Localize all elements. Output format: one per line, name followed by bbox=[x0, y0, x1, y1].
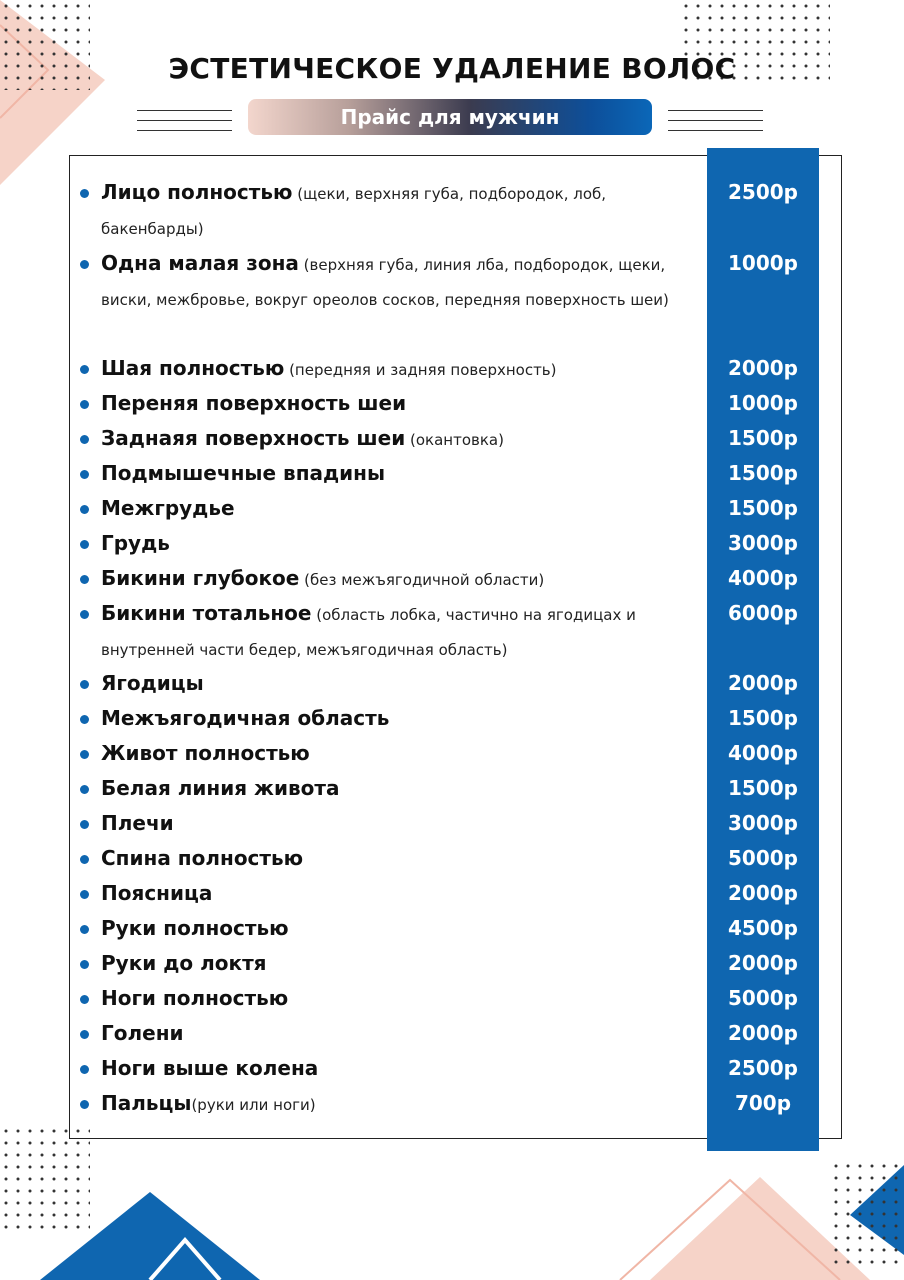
item-name: Подмышечные впадины bbox=[101, 461, 386, 485]
item-price: 3000р bbox=[728, 531, 798, 555]
item-price: 2500р bbox=[728, 180, 798, 204]
item-name: Одна малая зона bbox=[101, 251, 299, 275]
item-price: 1500р bbox=[728, 706, 798, 730]
bottom-left-dot-pattern bbox=[0, 1125, 90, 1235]
item-note: (щеки, верхняя губа, подбородок, лоб, бакенбарды) bbox=[101, 185, 607, 238]
subtitle-banner: Прайс для мужчин bbox=[248, 99, 652, 135]
bullet-icon bbox=[80, 470, 89, 479]
bullet-icon bbox=[80, 189, 89, 198]
item-note: (окантовка) bbox=[405, 431, 504, 449]
item-price: 700р bbox=[734, 1091, 792, 1115]
item-name: Голени bbox=[101, 1021, 184, 1045]
item-note: (передняя и задняя поверхность) bbox=[284, 361, 557, 379]
item-price: 1500р bbox=[728, 776, 798, 800]
item-price: 1500р bbox=[728, 461, 798, 485]
bullet-icon bbox=[80, 890, 89, 899]
item-name: Ягодицы bbox=[101, 671, 204, 695]
item-name: Заднаяя поверхность шеи bbox=[101, 426, 406, 450]
item-name: Ноги выше колена bbox=[101, 1056, 319, 1080]
bullet-icon bbox=[80, 400, 89, 409]
item-name: Переняя поверхность шеи bbox=[101, 391, 407, 415]
bullet-icon bbox=[80, 365, 89, 374]
bullet-icon bbox=[80, 540, 89, 549]
page-title: ЭСТЕТИЧЕСКОЕ УДАЛЕНИЕ ВОЛОС bbox=[168, 52, 736, 85]
bullet-icon bbox=[80, 750, 89, 759]
item-price: 2000р bbox=[728, 951, 798, 975]
left-rule-2 bbox=[137, 120, 232, 121]
bottom-right-dot-pattern bbox=[830, 1160, 904, 1270]
item-name: Межъягодичная область bbox=[101, 706, 390, 730]
bullet-icon bbox=[80, 785, 89, 794]
item-price: 2000р bbox=[728, 356, 798, 380]
bullet-icon bbox=[80, 820, 89, 829]
item-name: Ноги полностью bbox=[101, 986, 289, 1010]
item-name: Межгрудье bbox=[101, 496, 235, 520]
item-name: Белая линия живота bbox=[101, 776, 340, 800]
right-rule-3 bbox=[668, 130, 763, 131]
item-price: 5000р bbox=[728, 846, 798, 870]
item-price: 4500р bbox=[728, 916, 798, 940]
item-price: 2000р bbox=[728, 1021, 798, 1045]
left-rule-3 bbox=[137, 130, 232, 131]
bullet-icon bbox=[80, 715, 89, 724]
item-name: Лицо полностью bbox=[101, 180, 293, 204]
bullet-icon bbox=[80, 505, 89, 514]
bullet-icon bbox=[80, 960, 89, 969]
bullet-icon bbox=[80, 1100, 89, 1109]
item-name: Шая полностью bbox=[101, 356, 285, 380]
item-name: Пальцы bbox=[101, 1091, 192, 1115]
item-price: 1000р bbox=[728, 391, 798, 415]
bullet-icon bbox=[80, 680, 89, 689]
item-price: 2000р bbox=[728, 671, 798, 695]
item-price: 4000р bbox=[728, 741, 798, 765]
item-price: 5000р bbox=[728, 986, 798, 1010]
item-name: Руки до локтя bbox=[101, 951, 267, 975]
item-price: 6000р bbox=[728, 601, 798, 625]
item-name: Живот полностью bbox=[101, 741, 310, 765]
item-price: 1000р bbox=[728, 251, 798, 275]
item-name: Плечи bbox=[101, 811, 174, 835]
bullet-icon bbox=[80, 1030, 89, 1039]
item-name: Бикини глубокое bbox=[101, 566, 300, 590]
item-note: (руки или ноги) bbox=[191, 1096, 316, 1114]
bullet-icon bbox=[80, 855, 89, 864]
bullet-icon bbox=[80, 1065, 89, 1074]
item-price: 3000р bbox=[728, 811, 798, 835]
right-rule-1 bbox=[668, 110, 763, 111]
item-price: 2500р bbox=[728, 1056, 798, 1080]
item-name: Руки полностью bbox=[101, 916, 289, 940]
item-price: 1500р bbox=[728, 496, 798, 520]
bullet-icon bbox=[80, 260, 89, 269]
item-name: Грудь bbox=[101, 531, 170, 555]
item-note: (без межъягодичной области) bbox=[299, 571, 545, 589]
bullet-icon bbox=[80, 995, 89, 1004]
item-note: (верхняя губа, линия лба, подбородок, щеки, виски, межбровье, вокруг ореолов сосков, передняя поверхность шеи) bbox=[101, 256, 669, 309]
bullet-icon bbox=[80, 925, 89, 934]
item-price: 1500р bbox=[728, 426, 798, 450]
left-rule-1 bbox=[137, 110, 232, 111]
right-rule-2 bbox=[668, 120, 763, 121]
item-name: Бикини тотальное bbox=[101, 601, 312, 625]
item-note: (область лобка, частично на ягодицах и внутренней части бедер, межъягодичная область) bbox=[101, 606, 636, 659]
item-price: 2000р bbox=[728, 881, 798, 905]
bullet-icon bbox=[80, 575, 89, 584]
bullet-icon bbox=[80, 435, 89, 444]
bullet-icon bbox=[80, 610, 89, 619]
item-name: Поясница bbox=[101, 881, 213, 905]
item-name: Спина полностью bbox=[101, 846, 304, 870]
item-price: 4000р bbox=[728, 566, 798, 590]
